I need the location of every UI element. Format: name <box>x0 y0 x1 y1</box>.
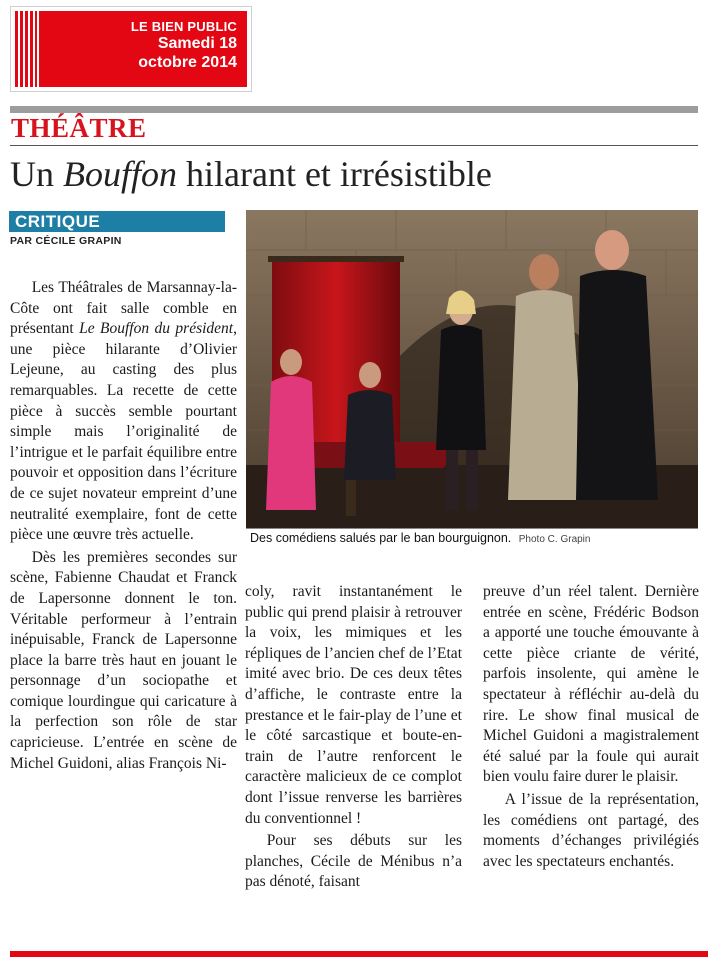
caption-text: Des comédiens salués par le ban bourguignon. <box>250 531 512 545</box>
headline-start: Un <box>10 154 54 194</box>
newspaper-masthead <box>10 6 252 92</box>
paragraph: preuve d’un réel talent. Dernière entrée en scène, Frédéric Bodson a apporté une touche émouvante à cette pièce criante de vérité, parfois insolente, qui amène le spectateur à réfléchir au-delà du rire. Le show final musical de Michel Guidoni a magistralement été salué par la foule qui aurait bien voulu faire durer le plaisir. <box>483 583 699 786</box>
masthead-box <box>39 11 247 87</box>
paragraph: A l’issue de la représentation, les comédiens ont partagé, des moments d’échanges privilégiés avec les spectateurs enchantés. <box>483 790 699 870</box>
paragraph: Dès les premières secondes sur scène, Fabienne Chaudat et Franck de Lapersonne donnent le ton. Véritable performeur à l’entrain inépuisable, Franck de Lapersonne place la barre très haut en jouant le personnage d’un sociopathe et comique lourdingue qui caricature à la perfection son rôle de star capricieuse. L’entrée en scène de Michel Guidoni, alias François Ni- <box>10 548 237 772</box>
page-bottom-rule <box>10 951 708 957</box>
article-headline <box>10 152 492 196</box>
article-column-3 <box>483 582 699 872</box>
headline-end: hilarant et irrésistible <box>186 154 492 194</box>
article-column-2 <box>245 582 462 893</box>
masthead-stripes <box>15 11 37 87</box>
photo-credit: Photo C. Grapin <box>518 534 591 545</box>
section-rubric: THÉÂTRE <box>11 113 147 143</box>
stage-photo-illustration <box>246 210 698 528</box>
photo-caption <box>250 531 590 545</box>
headline-italic: Bouffon <box>63 154 177 194</box>
paragraph: Pour ses débuts sur les planches, Cécile de Ménibus n’a pas dénoté, faisant <box>245 832 462 891</box>
article-column-1 <box>10 278 237 774</box>
date-line-2: octobre 2014 <box>138 54 237 71</box>
byline: PAR CÉCILE GRAPIN <box>10 235 122 247</box>
paper-name: LE BIEN PUBLIC <box>130 19 237 34</box>
critique-label: CRITIQUE <box>9 211 225 232</box>
stage-photo <box>246 210 698 528</box>
section-rule <box>10 145 698 146</box>
paragraph: coly, ravit instantanément le public qui prend plaisir à retrouver la voix, les mimiques et les répliques de l’ancien chef de l’Etat imité avec brio. De ces deux têtes d’affiche, le contraste entre la prestance et le fair-play de l’une et le côté sarcastique et boute-en-train de l’autre renforcent le caractère malicieux de ce complot dont l’issue renverse les barrières du conventionnel ! <box>245 583 462 827</box>
date-line-1: Samedi 18 <box>157 35 237 52</box>
caption-rule <box>246 528 698 529</box>
section-top-rule <box>10 106 698 113</box>
paragraph: Les Théâtrales de Marsannay-la-Côte ont fait salle comble en présentant Le Bouffon du président, une pièce hilarante d’Olivier Lejeune, au casting des plus remarquables. La recette de cette pièce à succès semble pourtant simple mais l’originalité de l’intrigue et le parfait équilibre entre pouvoir et opposition dans l’écriture de ce sujet novateur empreint d’une neutralité exemplaire, font de cette pièce une œuvre très actuelle. <box>10 279 237 544</box>
